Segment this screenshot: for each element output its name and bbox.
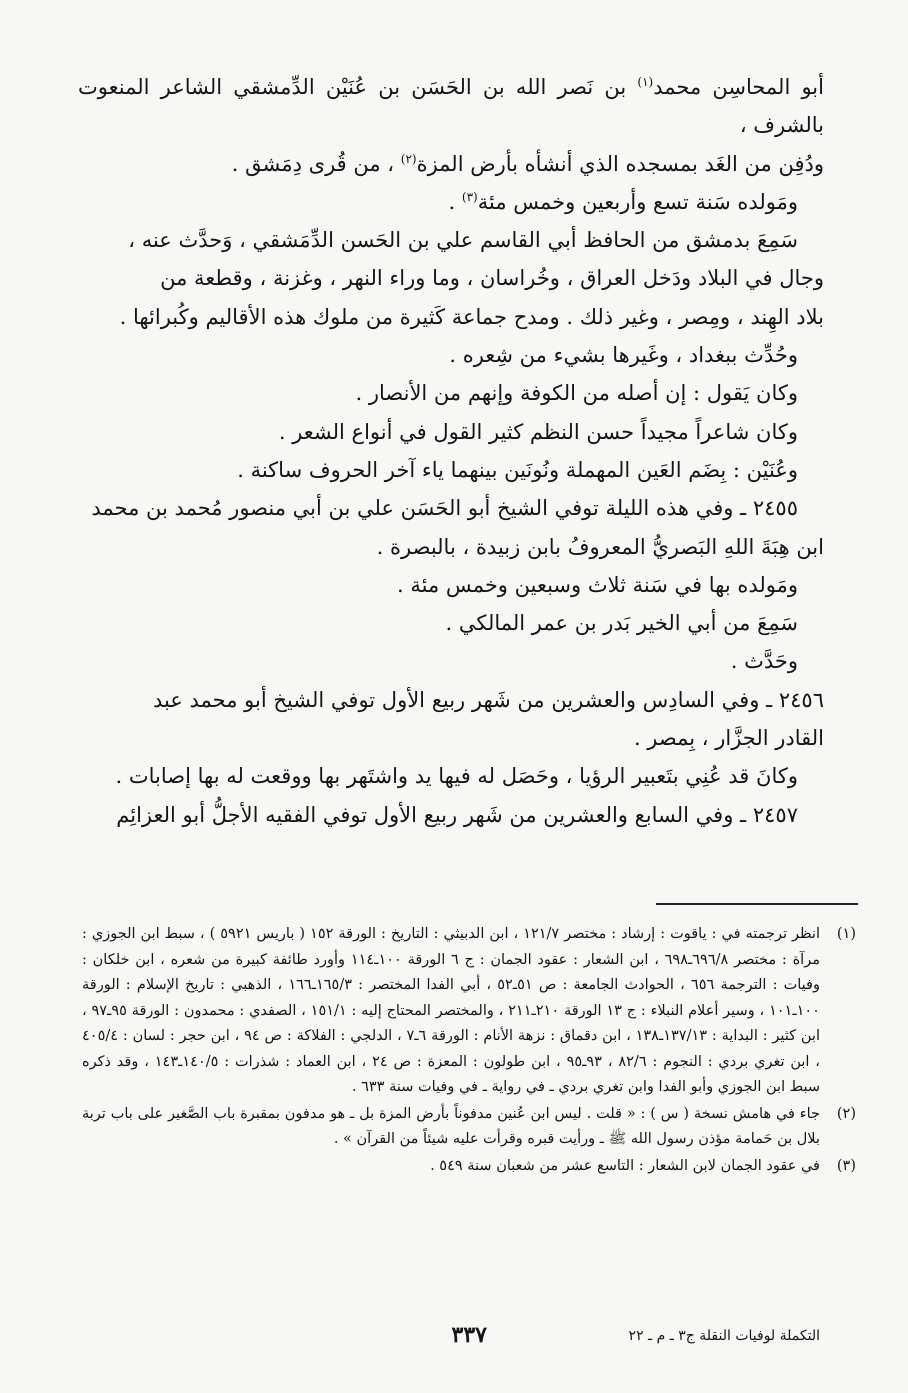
main-text-block bbox=[78, 68, 824, 834]
footnote bbox=[82, 1102, 856, 1153]
text-line: سَمِعَ من أبي الخير بَدر بن عمر المالكي . bbox=[445, 611, 798, 636]
text-line: وحَدَّث . bbox=[730, 649, 798, 674]
text-line: وكان شاعراً مجيداً حسن النظم كثير القول في أنواع الشعر . bbox=[278, 419, 798, 444]
text-line: ابن هِبَةَ اللهِ البَصريُّ المعروفُ بابن زبيدة ، بالبصرة . bbox=[376, 534, 824, 559]
text-line: وكانَ قد عُنِي بتَعبير الرؤيا ، وحَصَل له فيها يد واشتَهر بها ووقعت له بها إصابات . bbox=[115, 764, 798, 789]
text-line: سَمِعَ بدمشق من الحافظ أبي القاسم علي بن الحَسن الدِّمَشقي ، وَحدَّث عنه ، bbox=[128, 228, 798, 253]
text-line: بلاد الهِند ، ومِصر ، وغير ذلك . ومدح جماعة كَثيرة من ملوك هذه الأقاليم وكُبرائها . bbox=[119, 304, 824, 329]
footnote bbox=[82, 1154, 856, 1180]
text-line: ومَولده بها في سَنة ثلاث وسبعين وخمس مئة . bbox=[397, 572, 798, 597]
footnote-text: جاء في هامش نسخة ( س ) : « قلت . ليس ابن عُنين مدفوناً بأرض المزة بل ـ هو مدفون بمقبرة باب الصَّغير على باب تربة بلال بن حَمامة مؤذن رسول الله ﷺ ـ ورأيت قبره وقرأت عليه شيئاً من القرآن » . bbox=[82, 1105, 820, 1147]
footnote-divider bbox=[656, 903, 858, 905]
page-footer bbox=[60, 1322, 820, 1352]
text-line: القادر الجزَّار ، بِمصر . bbox=[633, 726, 824, 751]
text-line: أبو المحاسِن محمد$^{(١)}$ بن نَصر الله بن الحَسَن بن عُنَيْن الدِّمشقي الشاعر المنعوت بالشرف ، bbox=[78, 75, 824, 138]
entry-heading-2455: ٢٤٥٥ ـ وفي هذه الليلة توفي الشيخ أبو الحَسَن علي بن أبي منصور مُحمد بن محمد bbox=[91, 496, 798, 521]
footnote-number: (١) bbox=[836, 926, 856, 942]
footnote-text: انظر ترجمته في : ياقوت : إرشاد : مختصر ١٢١/٧ ، ابن الدبيثي : التاريخ : الورقة ١٥٢ ( باريس ٥٩٢١ ) ، سبط ابن الجوزي : مرآة : مختصر ٦٩٦/٨ـ٦٩٨ ، ابن الشعار : عقود الجمان : ج ٦ الورقة ١٠٠ـ١١٤ وأورد طائفة كبيرة من شعره ، ابن خلكان : وفيات : الترجمة ٦٥٦ ، الحوادث الجامعة : ص ٥١ـ٥٢ ، أبي الفدا المختصر : ١٦٥/٣ـ١٦٦ ، الذهبي : تاريخ الإسلام : الورقة ١٠٠ـ١٠١ ، وسير أعلام النبلاء : ج ١٣ الورقة ٢١٠ـ٢١١ ، والمختصر المحتاج إليه : ١٥١/١ ، الصفدي : محمدون : الورقة ٩٥ـ٩٧ ، ابن كثير : البداية : ١٣٧/١٣ـ١٣٨ ، ابن دقماق : نزهة الأنام : الورقة ٦ـ٧ ، الدلجي : الفلاكة : ص ٩٤ ، ابن حجر : لسان : ٤٠٥/٤ ، ابن تغري بردي : النجوم : ٨٢/٦ ، ٩٣ـ٩٥ ، ابن طولون : المعزة : ص ٢٤ ، ابن العماد : شذرات : ١٤٠/٥ـ١٤٣ ، وقد ذكره سبط ابن الجوزي وأبو الفدا وابن تغري بردي ـ في رواية ـ في وفيات سنة ٦٣٣ . bbox=[82, 926, 820, 1095]
text-line: وكان يَقول : إن أصله من الكوفة وإنهم من الأنصار . bbox=[355, 381, 798, 406]
footnotes-block bbox=[82, 922, 856, 1180]
running-title: التكملة لوفيات النقلة ج٣ ـ م ـ ٢٢ bbox=[628, 1328, 820, 1344]
footnote-number: (٢) bbox=[836, 1105, 856, 1122]
footnote-text: في عقود الجمان لابن الشعار : التاسع عشر من شعبان سنة ٥٤٩ . bbox=[430, 1157, 820, 1174]
text-line: وحُدِّث ببغداد ، وغَيرها بشيء من شِعره . bbox=[449, 343, 798, 368]
text-line: ودُفِن من الغَد بمسجده الذي أنشأه بأرض المزة$^{(٢)}$ ، من قُرى دِمَشق . bbox=[231, 151, 824, 176]
text-line: ومَولده سَنة تسع وأربعين وخمس مئة$^{(٣)}$ . bbox=[448, 189, 798, 214]
text-line: وجال في البلاد ودَخل العراق ، وخُراسان ، وما وراء النهر ، وغزنة ، وقطعة من bbox=[160, 266, 824, 291]
footnote-number: (٣) bbox=[836, 1157, 856, 1174]
entry-heading-2457: ٢٤٥٧ ـ وفي السابع والعشرين من شَهر ربيع الأول توفي الفقيه الأجلُّ أبو العزائِم bbox=[116, 802, 798, 827]
text-line: وعُنَيْن : بِضَم العَين المهملة ونُونَين بينهما ياء آخر الحروف ساكنة . bbox=[237, 457, 798, 482]
entry-heading-2456: ٢٤٥٦ ـ وفي السادِس والعشرين من شَهر ربيع الأول توفي الشيخ أبو محمد عبد bbox=[152, 687, 824, 712]
footnote bbox=[82, 922, 856, 1101]
page-number: ٣٣٧ bbox=[451, 1322, 487, 1348]
